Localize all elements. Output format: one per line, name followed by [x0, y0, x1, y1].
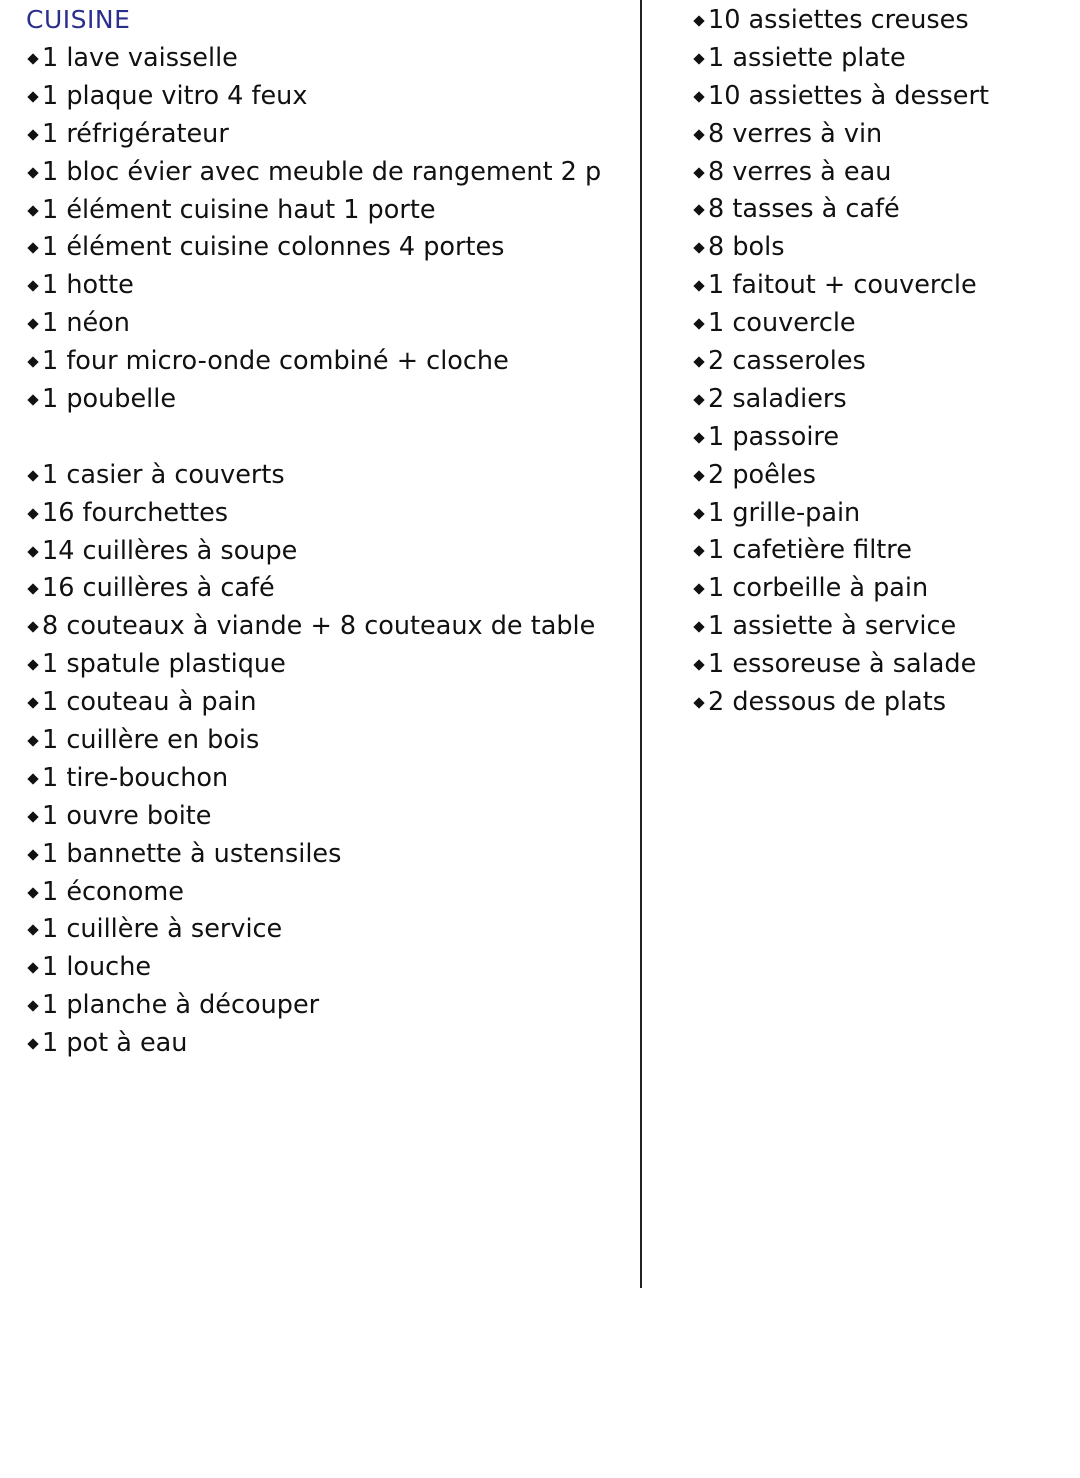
- item-label: 2 saladiers: [708, 383, 847, 414]
- diamond-bullet-icon: [27, 508, 38, 519]
- list-item: [692, 191, 1072, 229]
- list-item: [26, 495, 626, 533]
- item-label: 1 économe: [42, 876, 184, 907]
- item-label: 1 élément cuisine haut 1 porte: [42, 194, 436, 225]
- diamond-bullet-icon: [27, 53, 38, 64]
- list-item: [692, 646, 1072, 684]
- item-label: 1 assiette à service: [708, 611, 957, 642]
- item-label: 1 pot à eau: [42, 1028, 188, 1059]
- list-item: [692, 343, 1072, 381]
- list-item: [692, 608, 1072, 646]
- diamond-bullet-icon: [27, 281, 38, 292]
- diamond-bullet-icon: [693, 281, 704, 292]
- diamond-bullet-icon: [693, 546, 704, 557]
- diamond-bullet-icon: [27, 1001, 38, 1012]
- list-item: [26, 836, 626, 874]
- item-label: 14 cuillères à soupe: [42, 535, 298, 566]
- list-item: [692, 570, 1072, 608]
- list-item: [692, 2, 1072, 40]
- item-label: 1 cafetière filtre: [708, 535, 912, 566]
- item-label: 8 bols: [708, 232, 785, 263]
- column-divider: [640, 0, 642, 1288]
- item-label: 1 four micro-onde combiné + cloche: [42, 346, 509, 377]
- list-item: [692, 116, 1072, 154]
- item-label: 10 assiettes creuses: [708, 5, 969, 35]
- list-item: [26, 798, 626, 836]
- diamond-bullet-icon: [693, 659, 704, 670]
- list-item: [26, 608, 626, 646]
- item-label: 1 couteau à pain: [42, 687, 257, 718]
- list-item: [26, 987, 626, 1025]
- diamond-bullet-icon: [27, 394, 38, 405]
- item-label: 1 passoire: [708, 421, 840, 452]
- item-label: 1 corbeille à pain: [708, 573, 929, 604]
- diamond-bullet-icon: [27, 356, 38, 367]
- diamond-bullet-icon: [27, 1038, 38, 1049]
- right-inventory-list: [692, 2, 1072, 722]
- item-label: 1 planche à découper: [42, 990, 320, 1021]
- diamond-bullet-icon: [27, 91, 38, 102]
- list-item: [692, 267, 1072, 305]
- diamond-bullet-icon: [693, 394, 704, 405]
- list-item: [692, 419, 1072, 457]
- diamond-bullet-icon: [27, 243, 38, 254]
- diamond-bullet-icon: [693, 508, 704, 519]
- diamond-bullet-icon: [27, 470, 38, 481]
- left-inventory-list: [26, 40, 626, 1063]
- list-item: [26, 229, 626, 267]
- item-label: 1 tire-bouchon: [42, 762, 229, 793]
- list-item: [692, 305, 1072, 343]
- item-label: 1 réfrigérateur: [42, 118, 229, 149]
- item-label: 1 néon: [42, 308, 130, 339]
- diamond-bullet-icon: [693, 53, 704, 64]
- list-item: [692, 495, 1072, 533]
- diamond-bullet-icon: [27, 660, 38, 671]
- item-label: 1 essoreuse à salade: [708, 649, 977, 680]
- diamond-bullet-icon: [693, 205, 704, 216]
- list-item: [26, 40, 626, 78]
- diamond-bullet-icon: [27, 319, 38, 330]
- diamond-bullet-icon: [27, 887, 38, 898]
- item-label: 8 verres à vin: [708, 118, 883, 149]
- list-item: [26, 343, 626, 381]
- list-item: [26, 949, 626, 987]
- diamond-bullet-icon: [27, 205, 38, 216]
- diamond-bullet-icon: [693, 91, 704, 102]
- diamond-bullet-icon: [693, 432, 704, 443]
- item-label: 1 couvercle: [708, 308, 856, 339]
- item-label: 1 assiette plate: [708, 42, 906, 73]
- list-item: [26, 192, 626, 230]
- item-label: 1 casier à couverts: [42, 459, 285, 490]
- item-label: 16 fourchettes: [42, 497, 229, 528]
- item-label: 16 cuillères à café: [42, 573, 275, 604]
- list-item: [26, 684, 626, 722]
- diamond-bullet-icon: [693, 622, 704, 633]
- item-label: 1 cuillère en bois: [42, 725, 260, 756]
- diamond-bullet-icon: [693, 318, 704, 329]
- list-item: [692, 684, 1072, 722]
- diamond-bullet-icon: [693, 167, 704, 178]
- list-item: [26, 760, 626, 798]
- diamond-bullet-icon: [693, 584, 704, 595]
- item-label: 1 poubelle: [42, 384, 177, 415]
- list-item: [26, 305, 626, 343]
- list-item: [26, 570, 626, 608]
- item-label: 8 tasses à café: [708, 194, 900, 225]
- item-label: 1 bloc évier avec meuble de rangement 2 p: [42, 156, 602, 187]
- item-label: 1 spatule plastique: [42, 649, 286, 680]
- item-label: 1 grille-pain: [708, 497, 861, 528]
- diamond-bullet-icon: [27, 697, 38, 708]
- item-label: 1 élément cuisine colonnes 4 portes: [42, 232, 505, 263]
- list-item: [26, 1025, 626, 1063]
- item-label: 1 bannette à ustensiles: [42, 838, 342, 869]
- list-item: [692, 381, 1072, 419]
- item-label: 2 poêles: [708, 459, 816, 490]
- diamond-bullet-icon: [693, 697, 704, 708]
- list-item: [26, 457, 626, 495]
- list-spacer: [26, 419, 626, 457]
- list-item: [26, 381, 626, 419]
- diamond-bullet-icon: [27, 773, 38, 784]
- item-label: 1 cuillère à service: [42, 914, 283, 945]
- item-label: 1 lave vaisselle: [42, 43, 238, 73]
- diamond-bullet-icon: [27, 584, 38, 595]
- item-label: 2 casseroles: [708, 346, 866, 377]
- diamond-bullet-icon: [693, 356, 704, 367]
- list-item: [692, 40, 1072, 78]
- list-item: [692, 532, 1072, 570]
- diamond-bullet-icon: [27, 811, 38, 822]
- item-label: 1 louche: [42, 952, 152, 983]
- list-item: [26, 154, 626, 192]
- diamond-bullet-icon: [693, 243, 704, 254]
- diamond-bullet-icon: [27, 963, 38, 974]
- diamond-bullet-icon: [27, 735, 38, 746]
- list-item: [692, 78, 1072, 116]
- list-item: [26, 533, 626, 571]
- item-label: 1 plaque vitro 4 feux: [42, 80, 308, 111]
- list-item: [26, 267, 626, 305]
- list-item: [26, 911, 626, 949]
- list-item: [26, 646, 626, 684]
- page-title: CUISINE: [26, 5, 131, 34]
- list-item: [692, 229, 1072, 267]
- item-label: 10 assiettes à dessert: [708, 80, 989, 111]
- diamond-bullet-icon: [27, 925, 38, 936]
- diamond-bullet-icon: [27, 546, 38, 557]
- list-item: [26, 874, 626, 912]
- diamond-bullet-icon: [693, 15, 704, 26]
- list-item: [26, 78, 626, 116]
- diamond-bullet-icon: [27, 622, 38, 633]
- item-label: 1 faitout + couvercle: [708, 270, 977, 301]
- item-label: 8 verres à eau: [708, 156, 892, 187]
- diamond-bullet-icon: [693, 470, 704, 481]
- diamond-bullet-icon: [693, 129, 704, 140]
- diamond-bullet-icon: [27, 167, 38, 178]
- item-label: 1 ouvre boite: [42, 800, 212, 831]
- item-label: 1 hotte: [42, 270, 134, 301]
- item-label: 2 dessous de plats: [708, 687, 947, 718]
- item-label: 8 couteaux à viande + 8 couteaux de table: [42, 611, 596, 642]
- list-item: [26, 116, 626, 154]
- list-item: [26, 722, 626, 760]
- diamond-bullet-icon: [27, 849, 38, 860]
- list-item: [692, 154, 1072, 192]
- list-item: [692, 457, 1072, 495]
- diamond-bullet-icon: [27, 129, 38, 140]
